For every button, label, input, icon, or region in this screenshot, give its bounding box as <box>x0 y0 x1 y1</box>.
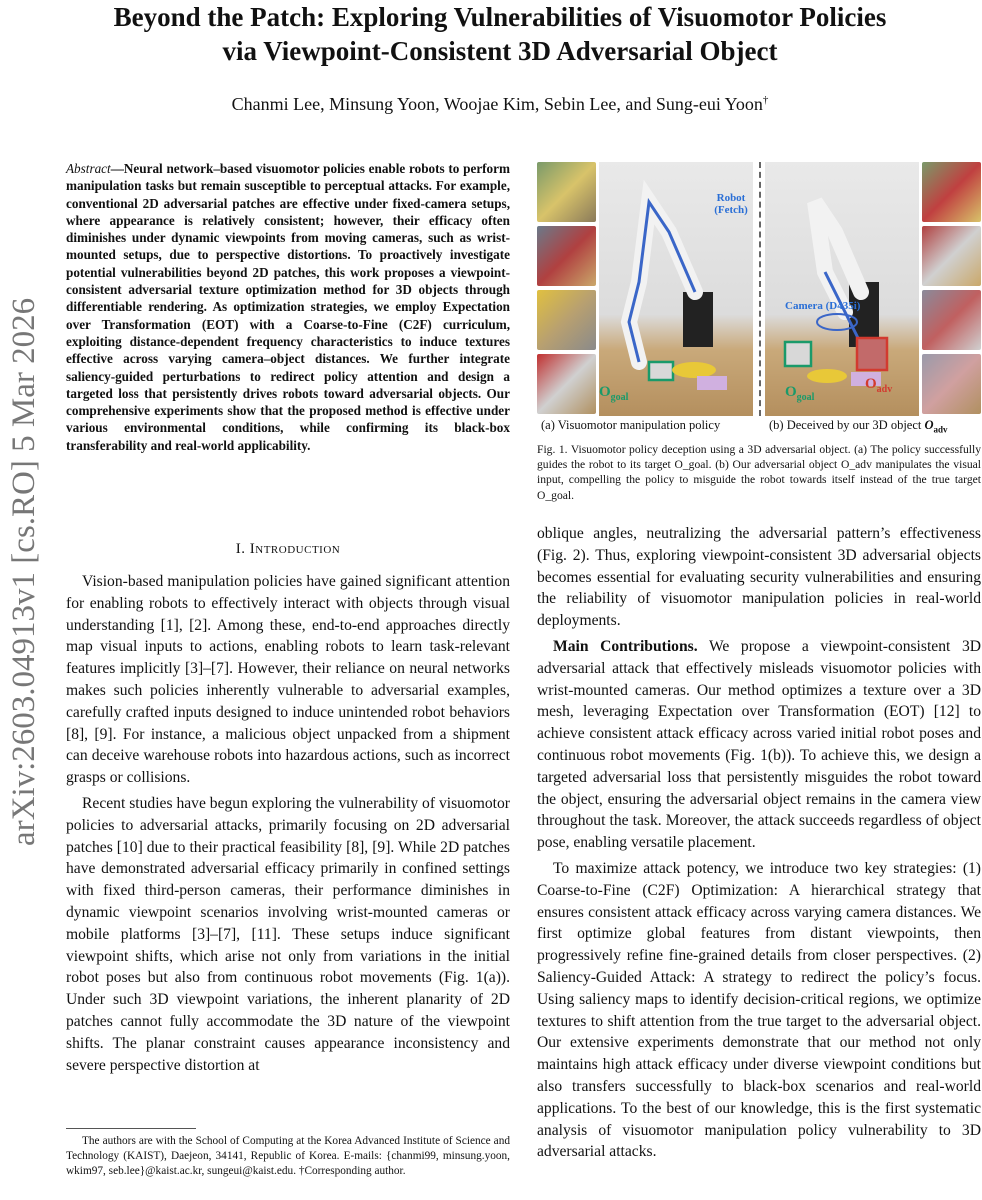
goal-label-subscript: goal <box>610 392 629 403</box>
camera-label: Camera (D435i) <box>785 300 861 312</box>
banana <box>807 369 847 383</box>
footnote-text: The authors are with the School of Computing at the Korea Advanced Institute of Science and Technology (KAIST), Daejeon, 34141, Republic of Korea. E-mails: {chanmi99, minsung.yoon, wkim97, seb.lee}@kaist.ac.kr, sungeui@kaist.edu. †Corresponding author. <box>66 1135 510 1178</box>
footnote-rule <box>66 1128 196 1129</box>
right-paragraph-1: oblique angles, neutralizing the adversarial pattern’s effectiveness (Fig. 2). Thus, exploring viewpoint-consistent 3D adversarial objects becomes essential for evaluating security vulnerabilities and ensuring the reliability of visuomotor manipulation policies in real-world deployments. <box>537 525 981 630</box>
title-line-1: Beyond the Patch: Exploring Vulnerabilities of Visuomotor Policies <box>113 2 887 32</box>
figure-panel-b <box>765 162 981 416</box>
robot-label-text: Robot (Fetch) <box>714 192 748 216</box>
abstract <box>66 160 510 454</box>
thumbnail <box>537 162 596 222</box>
paper-title <box>60 0 940 68</box>
wrist-camera-thumbnails-b <box>922 162 981 416</box>
right-paragraph-3: To maximize attack potency, we introduce two key strategies: (1) Coarse-to-Fine (C2F) Optimization: A hierarchical strategy that ensures consistent attack efficacy across varying camera distances. We first optimize global features from distant viewpoints, then progressively refine fine-grained details from closer perspectives. (2) Saliency-Guided Attack: A strategy to redirect the policy’s focus. Using saliency maps to identify decision-critical regions, we optimize textures to shift attention from the true target to the adversarial object. Our extensive experiments demonstrate that our method not only maintains high attack efficacy under diverse viewpoint conditions but also transfers successfully to black-box scenarios and real-world applications. To the best of our knowledge, this is the first systematic analysis of visuomotor manipulation policy vulnerability to 3D adversarial attacks. <box>537 859 981 1161</box>
abstract-text: —Neural network–based visuomotor policies enable robots to perform manipulation tasks but remain susceptible to perceptual attacks. For example, conventional 2D adversarial patches are effective under fixed-camera setups, where appearance is relatively consistent; however, their efficacy often diminishes under dynamic viewpoints from moving cameras, such as wrist-mounted setups, due to perspective distortions. To proactively investigate potential vulnerabilities beyond 2D patches, this work proposes a viewpoint-consistent adversarial texture optimization method for 3D objects through differentiable rendering. As optimization strategies, we employ Expectation over Transformation (EOT) with a Coarse-to-Fine (C2F) curriculum, exploiting distance-dependent frequency characteristics to induce textures effective across varying camera–object distances. We further integrate saliency-guided perturbations to redirect policy attention and design a targeted loss that persistently drives robots toward adversarial objects. Our comprehensive experiments show that the proposed method is effective under various environmental conditions, while confirming its black-box transferability and real-world applicability. <box>66 161 510 453</box>
contributions-label: Main Contributions. <box>553 637 698 655</box>
left-column-body <box>66 571 510 1076</box>
adversarial-object-highlight <box>857 338 887 370</box>
footnote <box>66 1134 510 1180</box>
contributions-text: We propose a viewpoint-consistent 3D adversarial attack that effectively misleads visuomotor policies with wrist-mounted cameras. Our method optimizes a texture over a 3D mesh, leveraging Expectation over Transformation (EOT) [12] to achieve consistent attack efficacy across varied initial robot poses and continuous robot movements (Fig. 1(b)). To achieve this, we design a targeted adversarial loss that persistently misguides the robot toward the object, ensuring the adversarial object remains in the camera view throughout the task. Moreover, the attack succeeds regardless of object pose, enabling versatile placement. <box>537 637 982 852</box>
goal-label-subscript: goal <box>796 392 815 403</box>
abstract-label: Abstract <box>66 161 111 176</box>
goal-box-highlight <box>649 362 673 380</box>
thumbnail <box>922 354 981 414</box>
subcaption-b-subscript: adv <box>933 424 948 435</box>
right-column-body <box>537 523 981 1163</box>
panel-divider <box>759 162 761 416</box>
robot-arm-illustration <box>765 162 919 416</box>
goal-box-highlight <box>785 342 811 366</box>
author-list <box>60 94 940 115</box>
goal-label-symbol: O <box>599 384 611 400</box>
contributions-paragraph <box>537 636 981 854</box>
wrist-camera-thumbnails-a <box>537 162 596 416</box>
section-heading-introduction: I. Introduction <box>235 541 341 557</box>
figure-1 <box>537 162 981 442</box>
corresponding-mark: † <box>762 94 769 106</box>
goal-label-b <box>785 384 814 403</box>
thumbnail <box>537 354 596 414</box>
robot-scene-b <box>765 162 919 416</box>
goal-label-a <box>599 384 628 403</box>
goal-label-symbol: O <box>785 384 797 400</box>
intro-paragraph-1: Vision-based manipulation policies have gained significant attention for enabling robots to effectively interact with objects through visual understanding [1], [2]. Among these, end-to-end approaches directly map visual inputs to actions, enabling robots to learn task-relevant features implicitly [3]–[7]. However, their reliance on neural networks makes such policies inherently vulnerable to adversarial examples, carefully crafted inputs designed to induce unintended robot behaviors [8], [9]. For instance, a malicious object unpacked from a shipment can deceive warehouse robots into hazardous actions, such as incorrect grasps or collisions. <box>66 573 510 787</box>
thumbnail <box>922 162 981 222</box>
thumbnail <box>922 226 981 286</box>
adv-label-subscript: adv <box>876 384 893 395</box>
subcaption-a: (a) Visuomotor manipulation policy <box>541 418 721 432</box>
adv-label <box>865 376 892 395</box>
figure-panel-a <box>537 162 753 416</box>
thumbnail <box>537 290 596 350</box>
intro-paragraph-2: Recent studies have begun exploring the vulnerability of visuomotor policies to adversarial attacks, primarily focusing on 2D adversarial patches [10] due to their practical feasibility [8], [9]. While 2D patches have demonstrated adversarial efficacy primarily in confined settings with fixed third-person cameras, their performance diminishes in dynamic viewpoint scenarios involving wrist-mounted cameras or mobile platforms [3]–[7], [11]. These setups induce significant viewpoint shifts, which arise not only from variations in the initial robot poses but also from continuous robot movements (Fig. 1(a)). Under such 3D viewpoint variations, the inherent planarity of 2D patches cannot fully accommodate the 3D nature of the viewpoint shifts. The planar constraint causes appearance inconsistency and severe perspective distortion at <box>66 794 510 1074</box>
subcaption-b-symbol: O <box>924 418 934 432</box>
authors-names: Chanmi Lee, Minsung Yoon, Woojae Kim, Sebin Lee, and Sung-eui Yoon <box>231 94 763 114</box>
subcaption-b <box>769 418 948 435</box>
thumbnail <box>537 226 596 286</box>
adv-label-symbol: O <box>865 376 877 392</box>
figure-caption: Fig. 1. Visuomotor policy deception using a 3D adversarial object. (a) The policy successfully guides the robot to its target O_goal. (b) Our adversarial object O_adv manipulates the visual input, compelling the policy to misguide the robot towards itself instead of the true target O_goal. <box>537 443 981 502</box>
robot-base <box>683 292 713 347</box>
thumbnail <box>922 290 981 350</box>
product-box <box>697 376 727 390</box>
arxiv-stamp: arXiv:2603.04913v1 [cs.RO] 5 Mar 2026 <box>6 297 42 846</box>
robot-label <box>709 192 753 216</box>
subcaption-b-text: (b) Deceived by our 3D object <box>769 418 922 432</box>
robot-scene-a <box>599 162 753 416</box>
title-line-2: via Viewpoint-Consistent 3D Adversarial Object <box>222 36 778 66</box>
banana <box>672 362 716 378</box>
